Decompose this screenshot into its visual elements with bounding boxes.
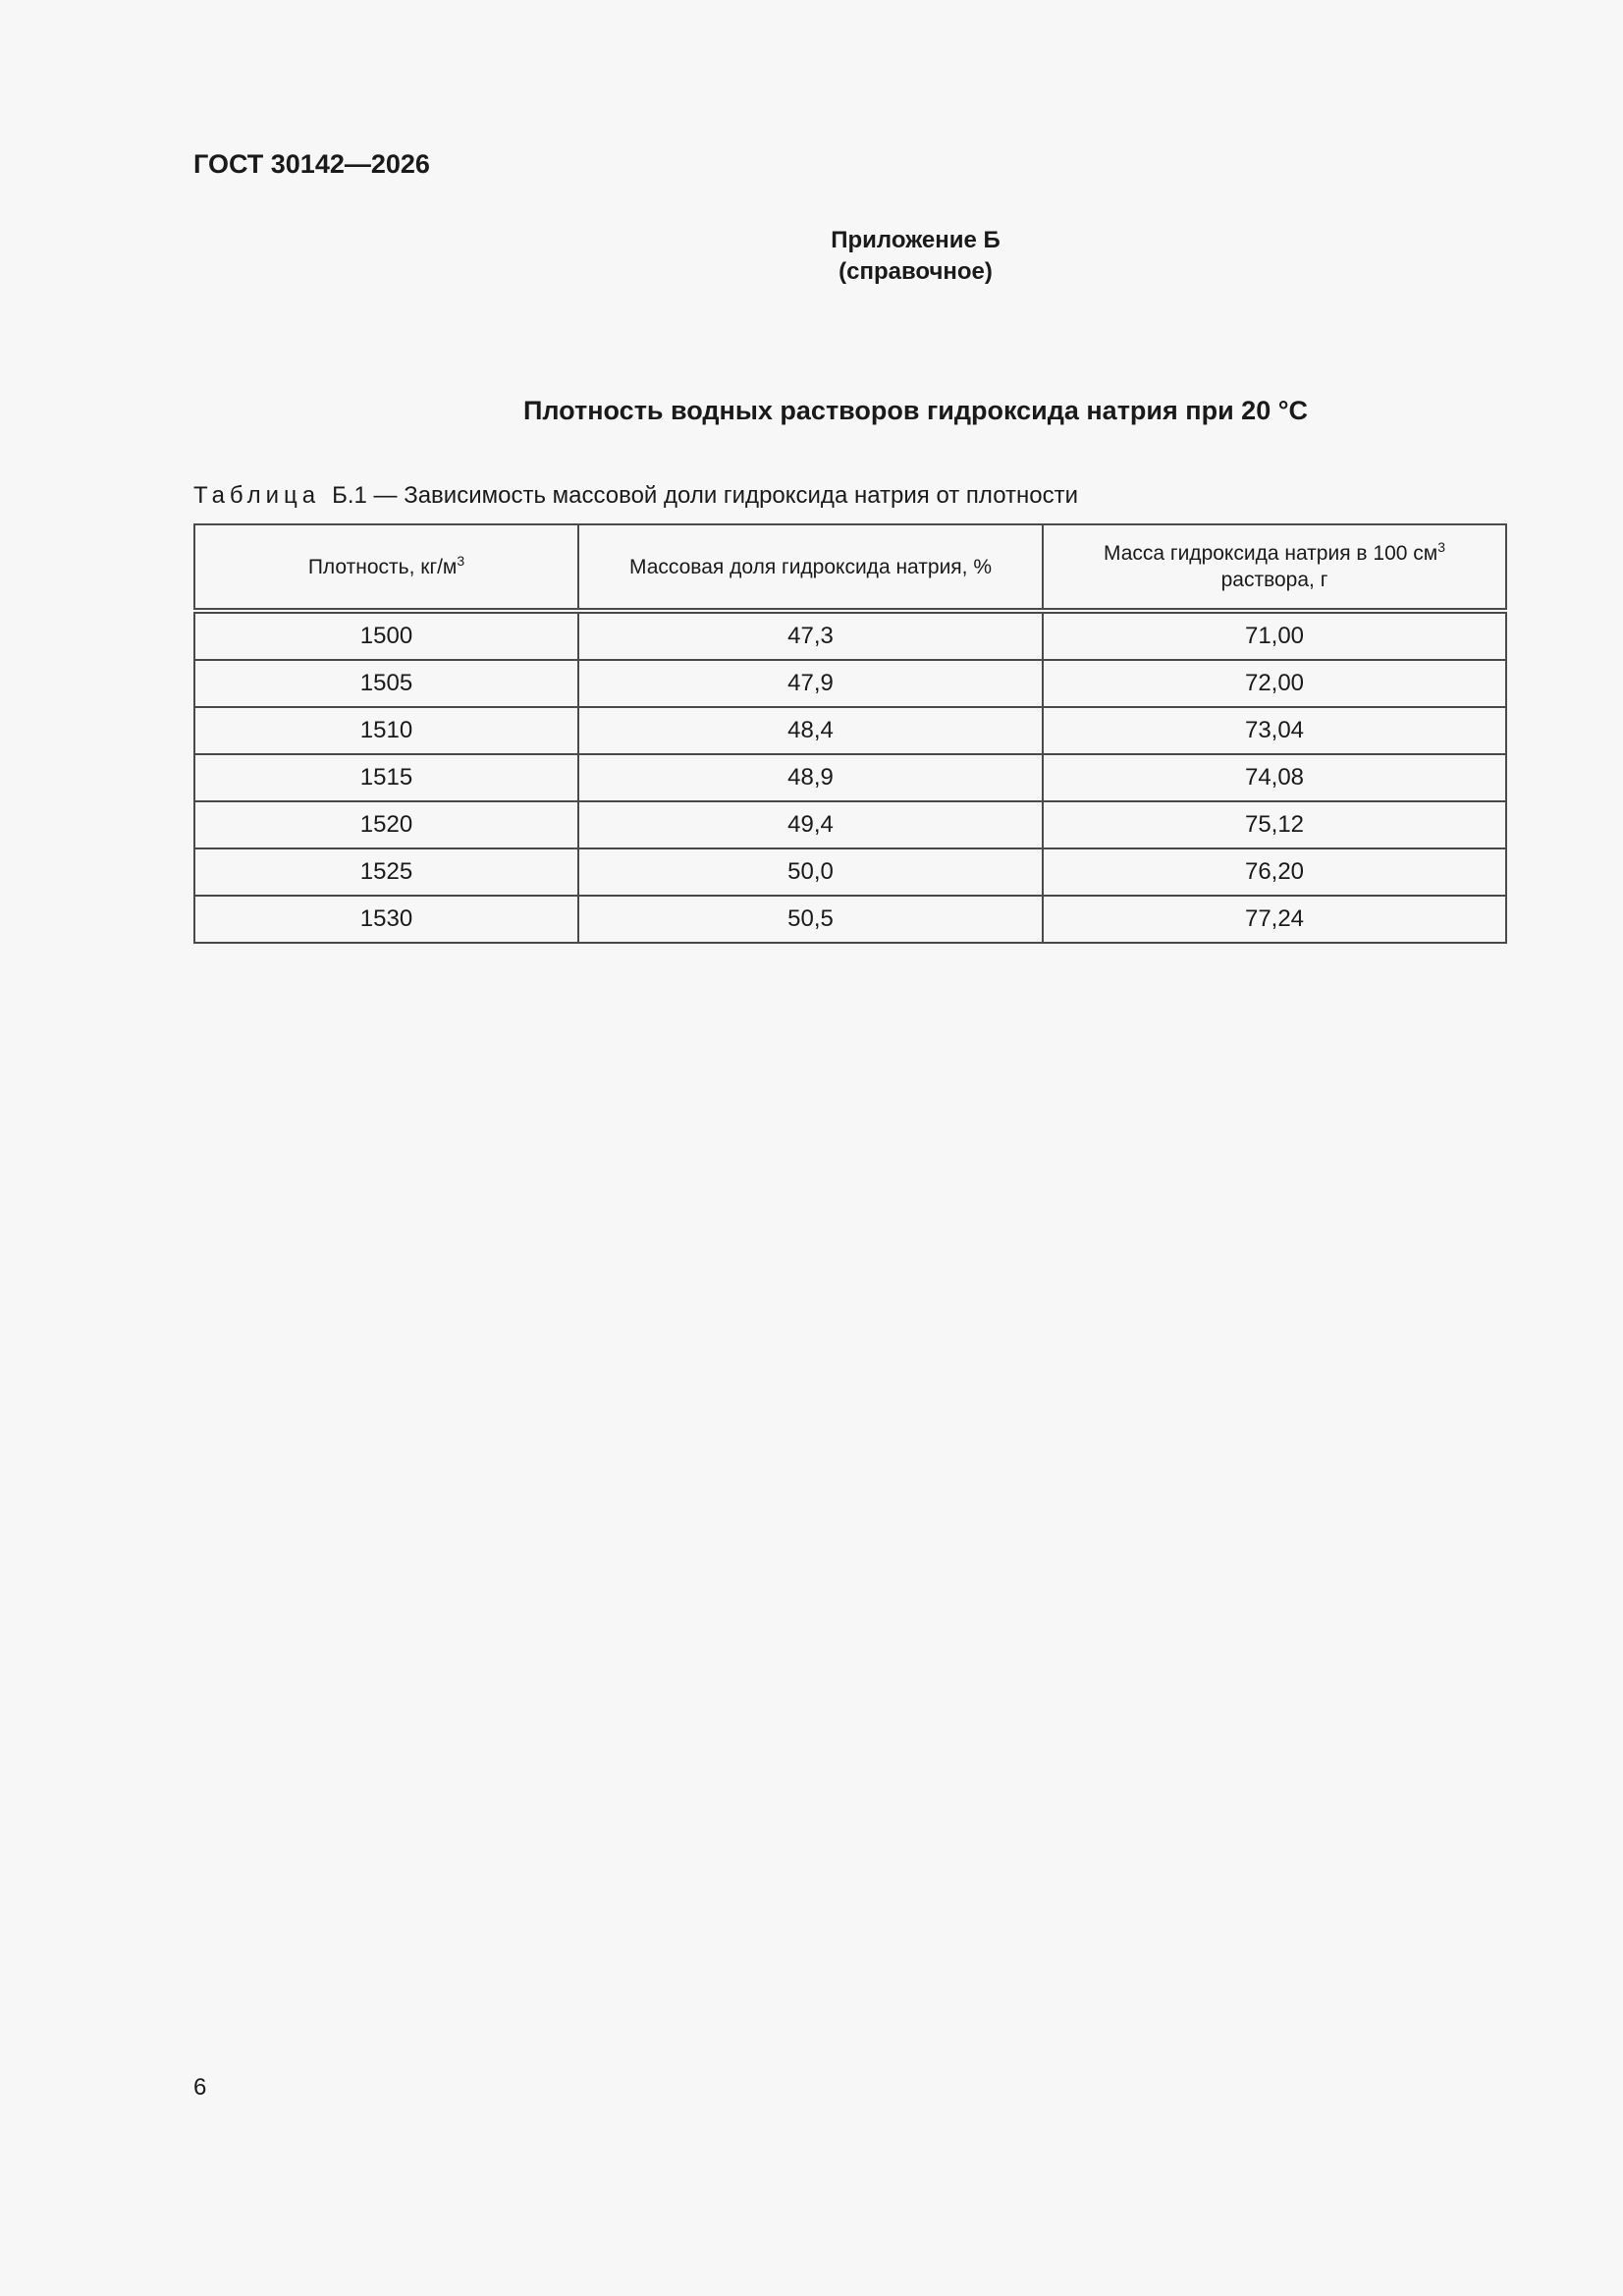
table-row — [194, 707, 1506, 754]
mass-per-volume-cell: 75,12 — [1043, 801, 1506, 848]
column-header-mass-fraction — [578, 524, 1043, 611]
page-number: 6 — [193, 2074, 207, 2101]
section-title: Плотность водных растворов гидроксида натрия при 20 °С — [522, 396, 1309, 425]
column-header-text: Масса гидроксида натрия в 100 см — [1104, 542, 1438, 565]
column-header-density — [194, 524, 578, 611]
density-cell: 1500 — [194, 611, 578, 660]
table-caption-label: Таблица — [193, 482, 321, 509]
mass-fraction-cell: 48,9 — [578, 754, 1043, 801]
table-caption — [193, 480, 1078, 512]
column-header-superscript: 3 — [1437, 539, 1445, 555]
column-header-text: Массовая доля гидроксида натрия, % — [628, 555, 993, 578]
mass-fraction-cell: 50,0 — [578, 848, 1043, 896]
density-cell: 1510 — [194, 707, 578, 754]
table-header-row — [194, 524, 1506, 611]
mass-fraction-cell: 47,9 — [578, 660, 1043, 707]
document-code: ГОСТ 30142—2026 — [193, 149, 430, 179]
mass-fraction-cell: 49,4 — [578, 801, 1043, 848]
appendix-title: Приложение Б — [831, 227, 1001, 253]
density-cell: 1520 — [194, 801, 578, 848]
density-cell: 1505 — [194, 660, 578, 707]
table-row — [194, 896, 1506, 943]
mass-fraction-cell: 48,4 — [578, 707, 1043, 754]
mass-fraction-cell: 50,5 — [578, 896, 1043, 943]
mass-per-volume-cell: 73,04 — [1043, 707, 1506, 754]
appendix-kind: (справочное) — [839, 258, 993, 285]
mass-fraction-cell: 47,3 — [578, 611, 1043, 660]
column-header-mass-per-volume — [1043, 524, 1506, 611]
appendix-heading — [0, 225, 1623, 288]
column-header-text-line2: раствора, г — [1220, 569, 1328, 591]
table-row — [194, 754, 1506, 801]
column-header-text: Плотность, кг/м — [307, 555, 458, 578]
mass-per-volume-cell: 72,00 — [1043, 660, 1506, 707]
table-row — [194, 848, 1506, 896]
mass-per-volume-cell: 76,20 — [1043, 848, 1506, 896]
mass-per-volume-cell: 74,08 — [1043, 754, 1506, 801]
table-caption-text: Б.1 — Зависимость массовой доли гидроксида натрия от плотности — [332, 482, 1078, 509]
mass-per-volume-cell: 71,00 — [1043, 611, 1506, 660]
density-cell: 1515 — [194, 754, 578, 801]
density-cell: 1530 — [194, 896, 578, 943]
density-cell: 1525 — [194, 848, 578, 896]
mass-per-volume-cell: 77,24 — [1043, 896, 1506, 943]
density-table — [193, 523, 1507, 944]
column-header-superscript: 3 — [457, 552, 465, 569]
table-row — [194, 660, 1506, 707]
table-row — [194, 611, 1506, 660]
table-row — [194, 801, 1506, 848]
